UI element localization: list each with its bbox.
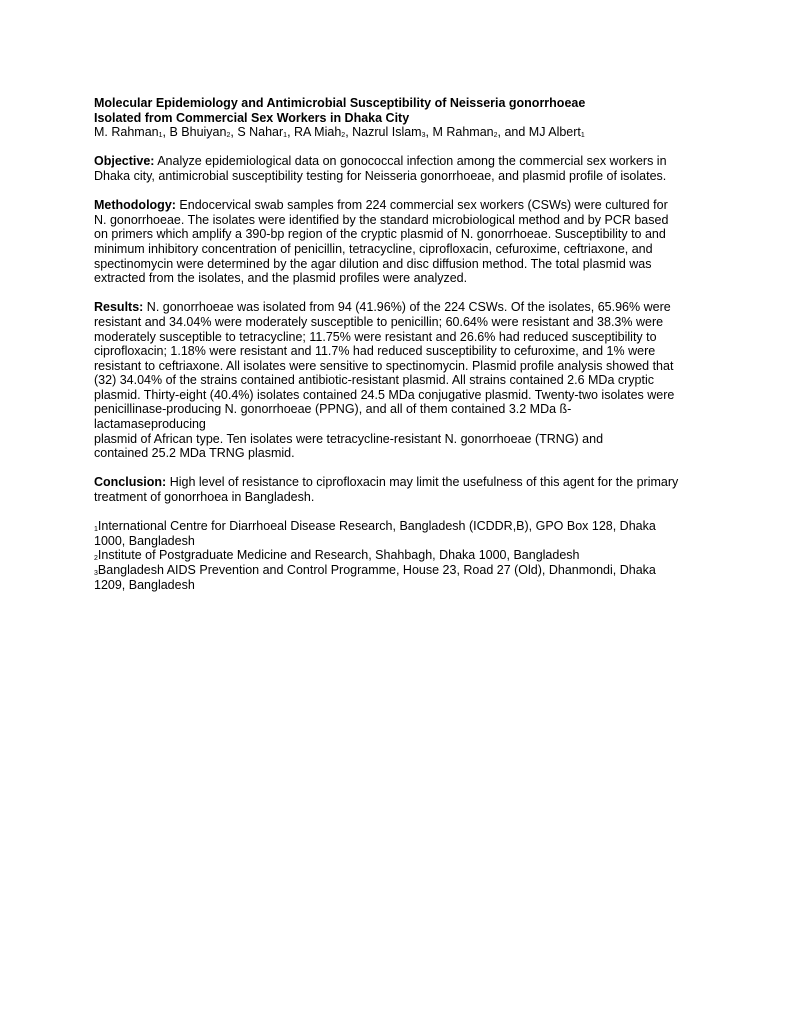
paper-title [94, 96, 706, 125]
author-list [94, 125, 706, 140]
results-line: ciprofloxacin; 1.18% were resistant and 11.7% had reduced susceptibility to cefuroxime, and 1% were [94, 344, 656, 359]
title-line-2: Isolated from Commercial Sex Workers in Dhaka City [94, 110, 410, 125]
conclusion-section [94, 475, 706, 504]
results-line: moderately susceptible to tetracycline; 11.75% were resistant and 26.6% had reduced susceptibility to [94, 329, 657, 344]
author-separator: , [230, 125, 238, 140]
results-line: contained 25.2 MDa TRNG plasmid. [94, 446, 295, 461]
objective-line: Analyze epidemiological data on gonococcal infection among the commercial sex workers in [154, 154, 667, 169]
results-line: resistant to ceftriaxone. All isolates were sensitive to spectinomycin. Plasmid profile analysis showed that [94, 358, 674, 373]
author-name: RA Miah [294, 125, 342, 140]
affiliation-line: Institute of Postgraduate Medicine and Research, Shahbagh, Dhaka 1000, Bangladesh [97, 548, 580, 563]
author-separator: , [162, 125, 170, 140]
results-line: lactamaseproducing [94, 417, 206, 432]
objective-section [94, 154, 706, 183]
affiliation-number: 3 [94, 570, 98, 577]
author-affiliation-number: 2 [493, 132, 498, 140]
results-line: N. gonorrhoeae was isolated from 94 (41.96%) of the 224 CSWs. Of the isolates, 65.96% were [143, 300, 671, 315]
methodology-line: spectinomycin were determined by the agar dilution and disc diffusion method. The total plasmid was [94, 256, 652, 271]
objective-label: Objective: [94, 154, 155, 169]
affiliation-number: 1 [94, 526, 98, 534]
author-name: Nazrul Islam [352, 125, 422, 140]
author-affiliation-number: 2 [226, 132, 231, 140]
affiliation-line: 1000, Bangladesh [94, 533, 195, 548]
methodology-line: extracted from the isolates, and the plasmid profiles were analyzed. [94, 271, 468, 286]
objective-line: Dhaka city, antimicrobial susceptibility testing for Neisseria gonorrhoeae, and plasmid profile of isolates. [94, 168, 667, 183]
results-line: plasmid of African type. Ten isolates were tetracycline-resistant N. gonorrhoeae (TRNG) and [94, 431, 604, 446]
results-line: penicillinase-producing N. gonorrhoeae (PPNG), and all of them contained 3.2 MDa ß- [94, 402, 572, 417]
author-separator: , and [497, 125, 529, 140]
affiliation-3 [94, 563, 706, 592]
author-affiliation-number: 3 [421, 132, 426, 140]
affiliation-line: Bangladesh AIDS Prevention and Control Programme, House 23, Road 27 (Old), Dhanmondi, Dhaka [97, 563, 656, 577]
conclusion-line: treatment of gonorrhoea in Bangladesh. [94, 490, 315, 505]
author-affiliation-number: 1 [283, 132, 288, 140]
author-separator: , [425, 125, 433, 140]
affiliation-line: International Centre for Diarrhoeal Disease Research, Bangladesh (ICDDR,B), GPO Box 128, Dhaka [97, 519, 656, 534]
author-name: M. Rahman [94, 125, 159, 140]
author-separator: , [287, 125, 295, 140]
author-affiliation-number: 2 [341, 132, 346, 140]
affiliation-list [94, 519, 706, 592]
author-affiliation-number: 1 [580, 132, 585, 140]
affiliation-number: 2 [94, 555, 98, 563]
methodology-line: Endocervical swab samples from 224 commercial sex workers (CSWs) were cultured for [175, 198, 668, 213]
author-name: M Rahman [432, 125, 494, 140]
affiliation-line: 1209, Bangladesh [94, 577, 195, 592]
conclusion-label: Conclusion: [94, 475, 167, 490]
results-line: (32) 34.04% of the strains contained antibiotic-resistant plasmid. All strains contained 2.6 MDa cryptic [94, 373, 654, 388]
author-name: MJ Albert [528, 125, 581, 140]
methodology-line: on primers which amplify a 390-bp region of the cryptic plasmid of N. gonorrhoeae. Susceptibility to and [94, 227, 666, 242]
methodology-line: minimum inhibitory concentration of penicillin, tetracycline, ciprofloxacin, cefuroxime, ceftriaxone, and [94, 241, 653, 256]
conclusion-line: High level of resistance to ciprofloxacin may limit the usefulness of this agent for the primary [166, 475, 679, 490]
title-line-1: Molecular Epidemiology and Antimicrobial Susceptibility of Neisseria gonorrhoeae [94, 96, 586, 110]
methodology-line: N. gonorrhoeae. The isolates were identified by the standard microbiological method and by PCR based [94, 212, 669, 227]
affiliation-2 [94, 548, 706, 563]
results-label: Results: [94, 300, 144, 315]
results-line: plasmid. Thirty-eight (40.4%) isolates contained 24.5 MDa conjugative plasmid. Twenty-two isolates were [94, 387, 675, 402]
results-section [94, 300, 706, 461]
author-affiliation-number: 1 [158, 132, 163, 140]
methodology-label: Methodology: [94, 198, 176, 213]
results-line: resistant and 34.04% were moderately susceptible to penicillin; 60.64% were resistant and 38.3% were [94, 314, 664, 329]
methodology-section [94, 198, 706, 286]
abstract-page [94, 96, 706, 592]
affiliation-1 [94, 519, 706, 548]
author-separator: , [345, 125, 353, 140]
author-name: S Nahar [237, 125, 284, 140]
author-name: B Bhuiyan [169, 125, 227, 140]
